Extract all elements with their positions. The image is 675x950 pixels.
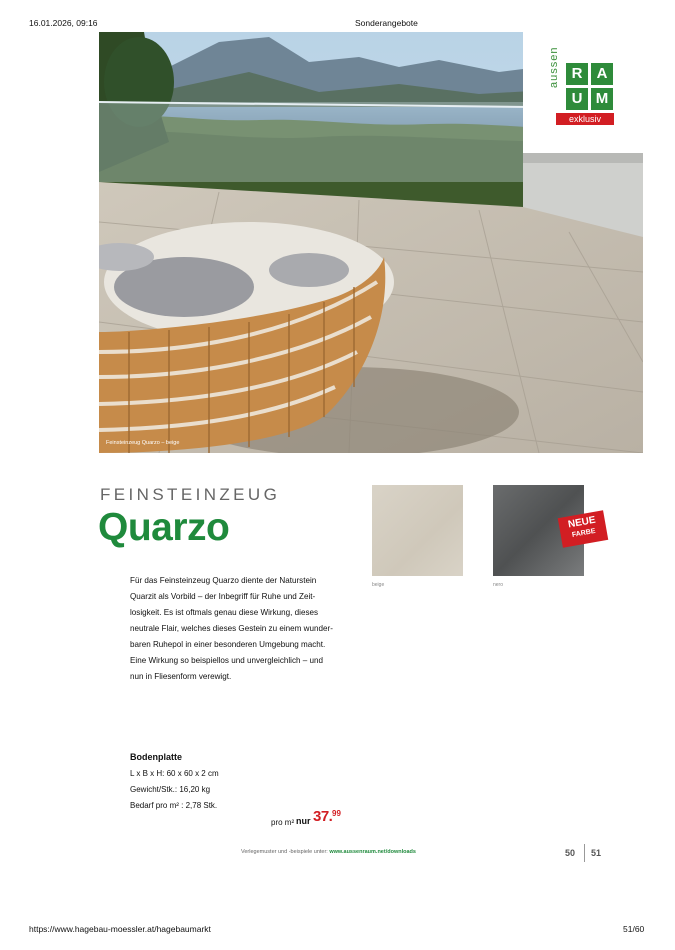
- price-nur: nur: [296, 816, 311, 826]
- description-line: baren Ruhepol in einer besonderen Umgebung macht.: [130, 640, 326, 649]
- logo-ribbon: exklusiv: [556, 113, 614, 125]
- spec-weight: Gewicht/Stk.: 16,20 kg: [130, 785, 211, 794]
- description-line: Für das Feinsteinzeug Quarzo diente der Naturstein: [130, 576, 317, 585]
- logo-letter-m: M: [591, 88, 613, 110]
- swatch-label-nero: nero: [493, 582, 504, 588]
- price-euros: 37.: [313, 808, 333, 825]
- spec-dimensions: L x B x H: 60 x 60 x 2 cm: [130, 769, 219, 778]
- spec-title: Bodenplatte: [130, 752, 183, 762]
- print-url: https://www.hagebau-moessler.at/hagebaumarkt: [29, 924, 211, 934]
- product-name: Quarzo: [98, 506, 230, 549]
- swatch-label-beige: beige: [372, 582, 385, 588]
- download-link[interactable]: www.aussenraum.net/downloads: [329, 849, 416, 855]
- page-number-right: 51: [591, 848, 602, 858]
- product-category: FEINSTEINZEUG: [100, 485, 281, 504]
- description-line: losigkeit. Es ist oftmals genau diese Wirkung, dieses: [130, 608, 319, 617]
- logo-letter-u: U: [566, 88, 588, 110]
- page-number-divider: [584, 844, 585, 862]
- new-color-badge: [558, 510, 609, 548]
- price-cents: 99: [332, 809, 341, 818]
- print-title: Sonderangebote: [355, 18, 418, 28]
- price-unit: pro m²: [271, 818, 295, 827]
- description-line: neutrale Flair, welches dieses Gestein zu einem wunder-: [130, 624, 333, 633]
- download-note-text: Verlegemuster und -beispiele unter:: [241, 849, 330, 855]
- logo-word: aussen: [548, 46, 560, 88]
- badge-line-2: FARBE: [571, 527, 597, 539]
- description-line: Eine Wirkung so beispiellos und unvergleichlich – und: [130, 656, 324, 665]
- logo-letter-r: R: [566, 63, 588, 85]
- print-datetime: 16.01.2026, 09:16: [29, 18, 98, 28]
- download-note: [241, 849, 416, 855]
- spec-requirement: Bedarf pro m² : 2,78 Stk.: [130, 801, 218, 810]
- swatch-beige: [372, 485, 463, 576]
- description-line: nun in Fliesenform verewigt.: [130, 672, 232, 681]
- product-description: [130, 573, 352, 685]
- hero-caption: Feinsteinzeug Quarzo – beige: [106, 440, 180, 446]
- page-number-left: 50: [565, 848, 576, 858]
- logo-letter-a: A: [591, 63, 613, 85]
- description-line: Quarzit als Vorbild – der Inbegriff für Ruhe und Zeit-: [130, 592, 316, 601]
- print-page-count: 51/60: [623, 924, 645, 934]
- badge-line-1: NEUE: [567, 514, 597, 531]
